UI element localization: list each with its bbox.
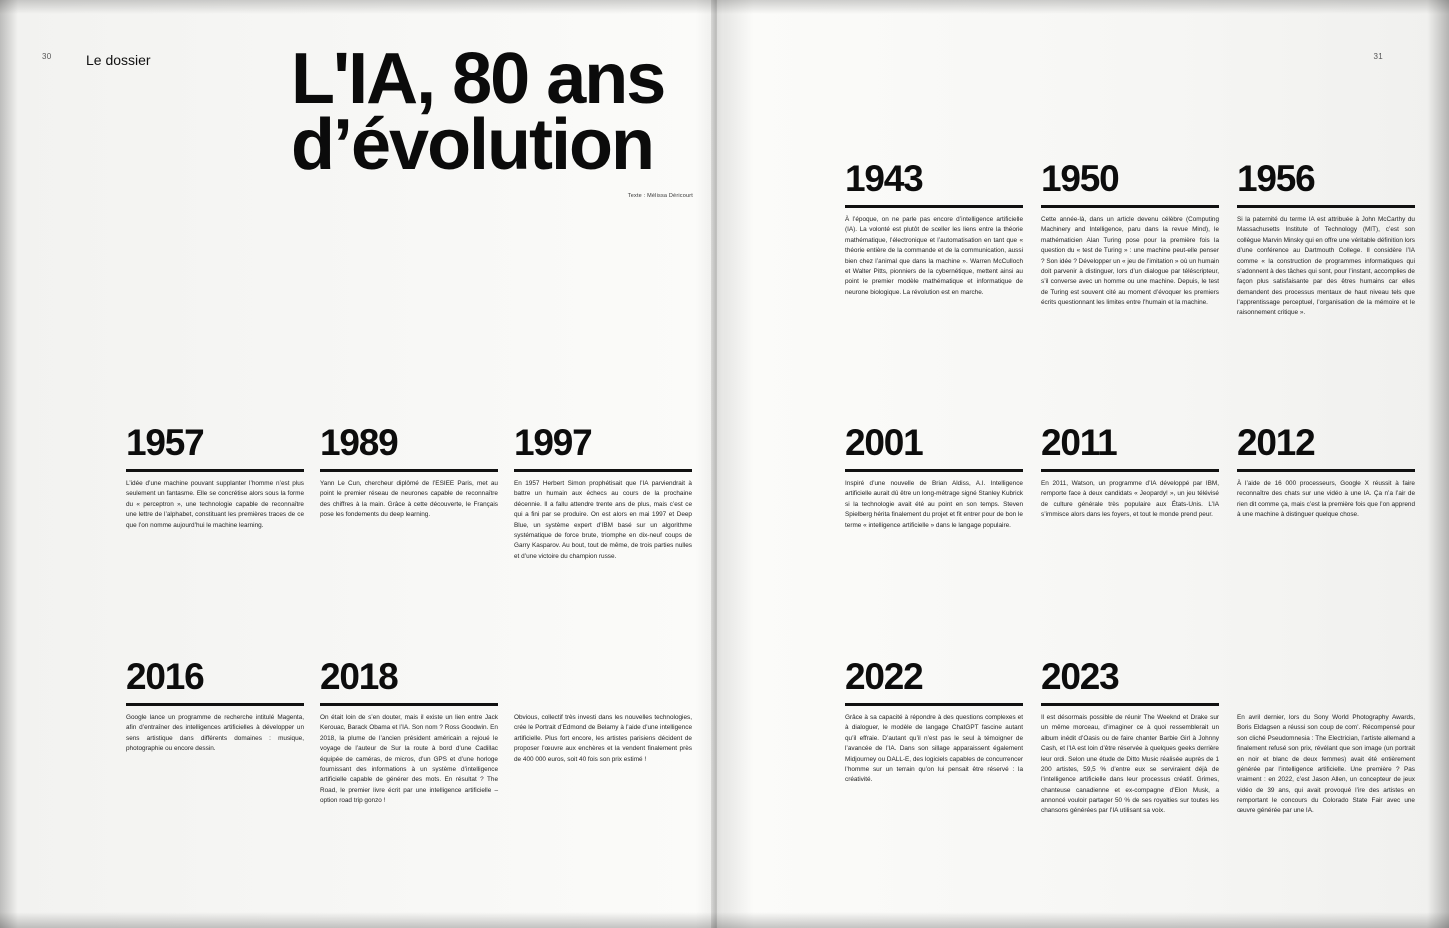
entry-year: 1943	[845, 158, 923, 199]
headline-line-1: L'IA, 80 ans	[291, 39, 665, 119]
entry-rule	[1237, 205, 1415, 208]
entry-rule	[1041, 703, 1219, 706]
timeline-entry	[514, 658, 692, 806]
timeline-row-left-1	[126, 424, 692, 562]
entry-text: À l’aide de 16 000 processeurs, Google X réussit à faire reconnaître des chats sur une vidéo à une IA. Ça n’a l’air de rien dit comme ça, mais c’est la première fois que l’on apprend à une machine à distinguer quelque chose.	[1237, 480, 1415, 519]
timeline-entry	[1041, 424, 1219, 531]
entry-year: 2023	[1041, 656, 1119, 697]
page-edge-bottom-shadow	[0, 912, 1449, 928]
timeline-entry	[126, 424, 304, 562]
entry-text: L’idée d’une machine pouvant supplanter l’homme n’est plus seulement un fantasme. Elle se concrétise alors sous la forme du « perceptron », une technologie capable de reconnaître une lettre de l’alphabet, constituant les premières traces de ce que l’on nomme aujourd’hui le machine learning.	[126, 480, 304, 529]
entry-year: 1989	[320, 422, 398, 463]
entry-text: Si la paternité du terme IA est attribuée à John McCarthy du Massachusetts Institute of Technology (MIT), c’est son collègue Marvin Minsky qui en offre une véritable définition lors d’une conférence au Dartmouth College. Il considère l’IA comme « la construction de programmes informatiques qui s’adonnent à des tâches qui sont, pour l’instant, accomplies de façon plus satisfaisante par des êtres humains car elles demandent des processus mentaux de haut niveau tels que l’apprentissage perceptuel, l’organisation de la mémoire et le raisonnement critique ».	[1237, 216, 1415, 317]
entry-year: 2012	[1237, 422, 1315, 463]
entry-year: 2018	[320, 656, 398, 697]
entry-year: 1957	[126, 422, 204, 463]
timeline-row-right-2	[845, 424, 1415, 531]
entry-rule	[514, 469, 692, 472]
entry-text: Yann Le Cun, chercheur diplômé de l’ESIEE Paris, met au point le premier réseau de neurones capable de reconnaître des chiffres à la main. Grâce à cette découverte, le Français pose les fondements du deep learning.	[320, 480, 498, 519]
entry-year: 1997	[514, 422, 592, 463]
byline: Texte : Mélissa Déricourt	[627, 193, 693, 199]
timeline-entry	[1041, 658, 1219, 817]
entry-rule	[320, 703, 498, 706]
entry-year: 2001	[845, 422, 923, 463]
page-left	[8, 8, 711, 918]
timeline-entry	[1237, 160, 1415, 319]
spread-gutter	[711, 0, 723, 928]
entry-year: 1956	[1237, 158, 1315, 199]
entry-rule	[126, 469, 304, 472]
page-edge-right-shadow	[1427, 0, 1449, 928]
entry-rule	[1237, 469, 1415, 472]
entry-text: À l’époque, on ne parle pas encore d’intelligence artificielle (IA). La volonté est plutôt de sceller les liens entre la théorie mathématique, l’électronique et l’automatisation en tant que « théorie entière de la commande et de la communication, aussi bien chez l’animal que dans la machine ». Warren McCulloch et Walter Pitts, pionniers de la cybernétique, mettent ainsi au point le premier modèle mathématique et informatique de neurone biologique. La révolution est en marche.	[845, 216, 1023, 296]
entry-text: On était loin de s’en douter, mais il existe un lien entre Jack Kerouac, Barack Obama et l’IA. Son nom ? Ross Goodwin. En 2018, la plume de l’ancien président américain a rejoué le voyage de l’auteur de Sur la route à bord d’une Cadillac équipée de caméras, de micros, d’un GPS et d’une horloge fournissant des informations à un système d’intelligence artificielle capable de générer des mots. En résultat ? The Road, le premier livre écrit par une intelligence artificielle – option road trip gonzo !	[320, 714, 498, 804]
timeline-entry	[845, 424, 1023, 531]
timeline-entry	[514, 424, 692, 562]
timeline-entry	[1237, 658, 1415, 817]
page-edge-left-shadow	[0, 0, 18, 928]
entry-rule	[1041, 205, 1219, 208]
entry-year: 2016	[126, 656, 204, 697]
timeline-entry	[320, 658, 498, 806]
entry-text: Inspiré d’une nouvelle de Brian Aldiss, A.I. Intelligence artificielle aurait dû être un long-métrage signé Stanley Kubrick si la technologie avait été au point en son temps. Steven Spielberg hérita finalement du projet et fit entrer pour de bon le terme « intelligence artificielle » dans le langage populaire.	[845, 480, 1023, 529]
page-right	[723, 8, 1423, 918]
entry-text: Obvious, collectif très investi dans les nouvelles technologies, crée le Portrait d’Edmond de Belamy à l’aide d’une intelligence artificielle. Plus fort encore, les artistes parisiens décident de proposer l’œuvre aux enchères et la vendent finalement près de 400 000 euros, soit 40 fois son prix estimé !	[514, 714, 692, 763]
entry-text: En 2011, Watson, un programme d’IA développé par IBM, remporte face à deux candidats « Jeopardy! », un jeu télévisé de culture générale très populaire aux États-Unis. L’IA s’immisce alors dans les foyers, et tout le monde prend peur.	[1041, 480, 1219, 519]
timeline-entry	[1041, 160, 1219, 319]
page-title	[291, 39, 691, 186]
entry-rule	[320, 469, 498, 472]
entry-rule	[845, 205, 1023, 208]
section-rubric: Le dossier	[86, 52, 151, 68]
timeline-entry	[320, 424, 498, 562]
entry-text: Google lance un programme de recherche intitulé Magenta, afin d’entraîner des intelligences artificielles à développer un sens artistique dans différents domaines : musique, photographie ou encore dessin.	[126, 714, 304, 753]
entry-text: En avril dernier, lors du Sony World Photography Awards, Boris Eldagsen a réussi son coup de com’. Récompensé pour son cliché Pseudomnesia : The Electrician, l’artiste allemand a finalement refusé son prix, révélant que son image (un portrait en noir et blanc de deux femmes) avait été entièrement générée par l’intelligence artificielle. Une première ? Pas vraiment : en 2022, c’est Jason Allen, un concepteur de jeux vidéo de 39 ans, qui avait provoqué l’ire des artistes en remportant le concours du Colorado State Fair avec une œuvre générée par une IA.	[1237, 714, 1415, 815]
folio-right: 31	[1373, 52, 1383, 61]
timeline-row-right-1	[845, 160, 1415, 319]
timeline-row-right-3	[845, 658, 1415, 817]
entry-rule	[845, 703, 1023, 706]
entry-year: 1950	[1041, 158, 1119, 199]
entry-text: Cette année-là, dans un article devenu célèbre (Computing Machinery and Intelligence, paru dans la revue Mind), le mathématicien Alan Turing pose pour la première fois la question du « test de Turing » : une machine peut-elle penser ? Son idée ? Développer un « jeu de l’imitation » où un humain doit parvenir à distinguer, lors d’un dialogue par téléscripteur, s’il converse avec un homme ou une machine. Depuis, le test de Turing est souvent cité au moment d’évoquer les premiers écrits questionnant les limites entre l’humain et la machine.	[1041, 216, 1219, 306]
timeline-entry	[845, 160, 1023, 319]
entry-year: 2022	[845, 656, 923, 697]
entry-year: 2011	[1041, 422, 1117, 463]
entry-text: En 1957 Herbert Simon prophétisait que l’IA parviendrait à battre un humain aux échecs au cours de la prochaine décennie. Il a fallu attendre trente ans de plus, mais c’est ce qui a fini par se produire. On est alors en mai 1997 et Deep Blue, un système expert d’IBM basé sur un algorithme systématique de force brute, triomphe en dix-neuf coups de Garry Kasparov. Au bout, tout de même, de trois parties nulles et d’une victoire du champion russe.	[514, 480, 692, 560]
entry-rule	[126, 703, 304, 706]
entry-rule	[845, 469, 1023, 472]
timeline-entry	[126, 658, 304, 806]
timeline-entry	[845, 658, 1023, 817]
entry-text: Grâce à sa capacité à répondre à des questions complexes et à dialoguer, le modèle de langage ChatGPT fascine autant qu’il effraie. D’autant qu’il n’est pas le seul à témoigner de l’avancée de l’IA. Dans son sillage apparaissent également Midjourney ou DALL-E, des logiciels capables de concurrencer l’homme sur un terrain qu’on lui pensait être réservé : la créativité.	[845, 714, 1023, 784]
entry-rule	[1041, 469, 1219, 472]
timeline-entry	[1237, 424, 1415, 531]
timeline-row-left-2	[126, 658, 692, 806]
folio-left: 30	[42, 52, 52, 61]
entry-text: Il est désormais possible de réunir The Weeknd et Drake sur un même morceau, d’imaginer ce à quoi ressemblerait un album inédit d’Oasis ou de faire chanter Barbie Girl à Johnny Cash, et l’IA est loin d’être réservée à quelques geeks derrière leur ordi. Selon une étude de Ditto Music réalisée auprès de 1 200 artistes, 59,5 % d’entre eux se serviraient déjà de l’intelligence artificielle dans leur processus créatif. Grimes, chanteuse canadienne et ex-compagne d’Elon Musk, a annoncé vouloir partager 50 % de ses royalties sur toutes les chansons générées par l’IA utilisant sa voix.	[1041, 714, 1219, 815]
headline-line-2: d’évolution	[291, 105, 653, 186]
page-edge-top-shadow	[0, 0, 1449, 14]
